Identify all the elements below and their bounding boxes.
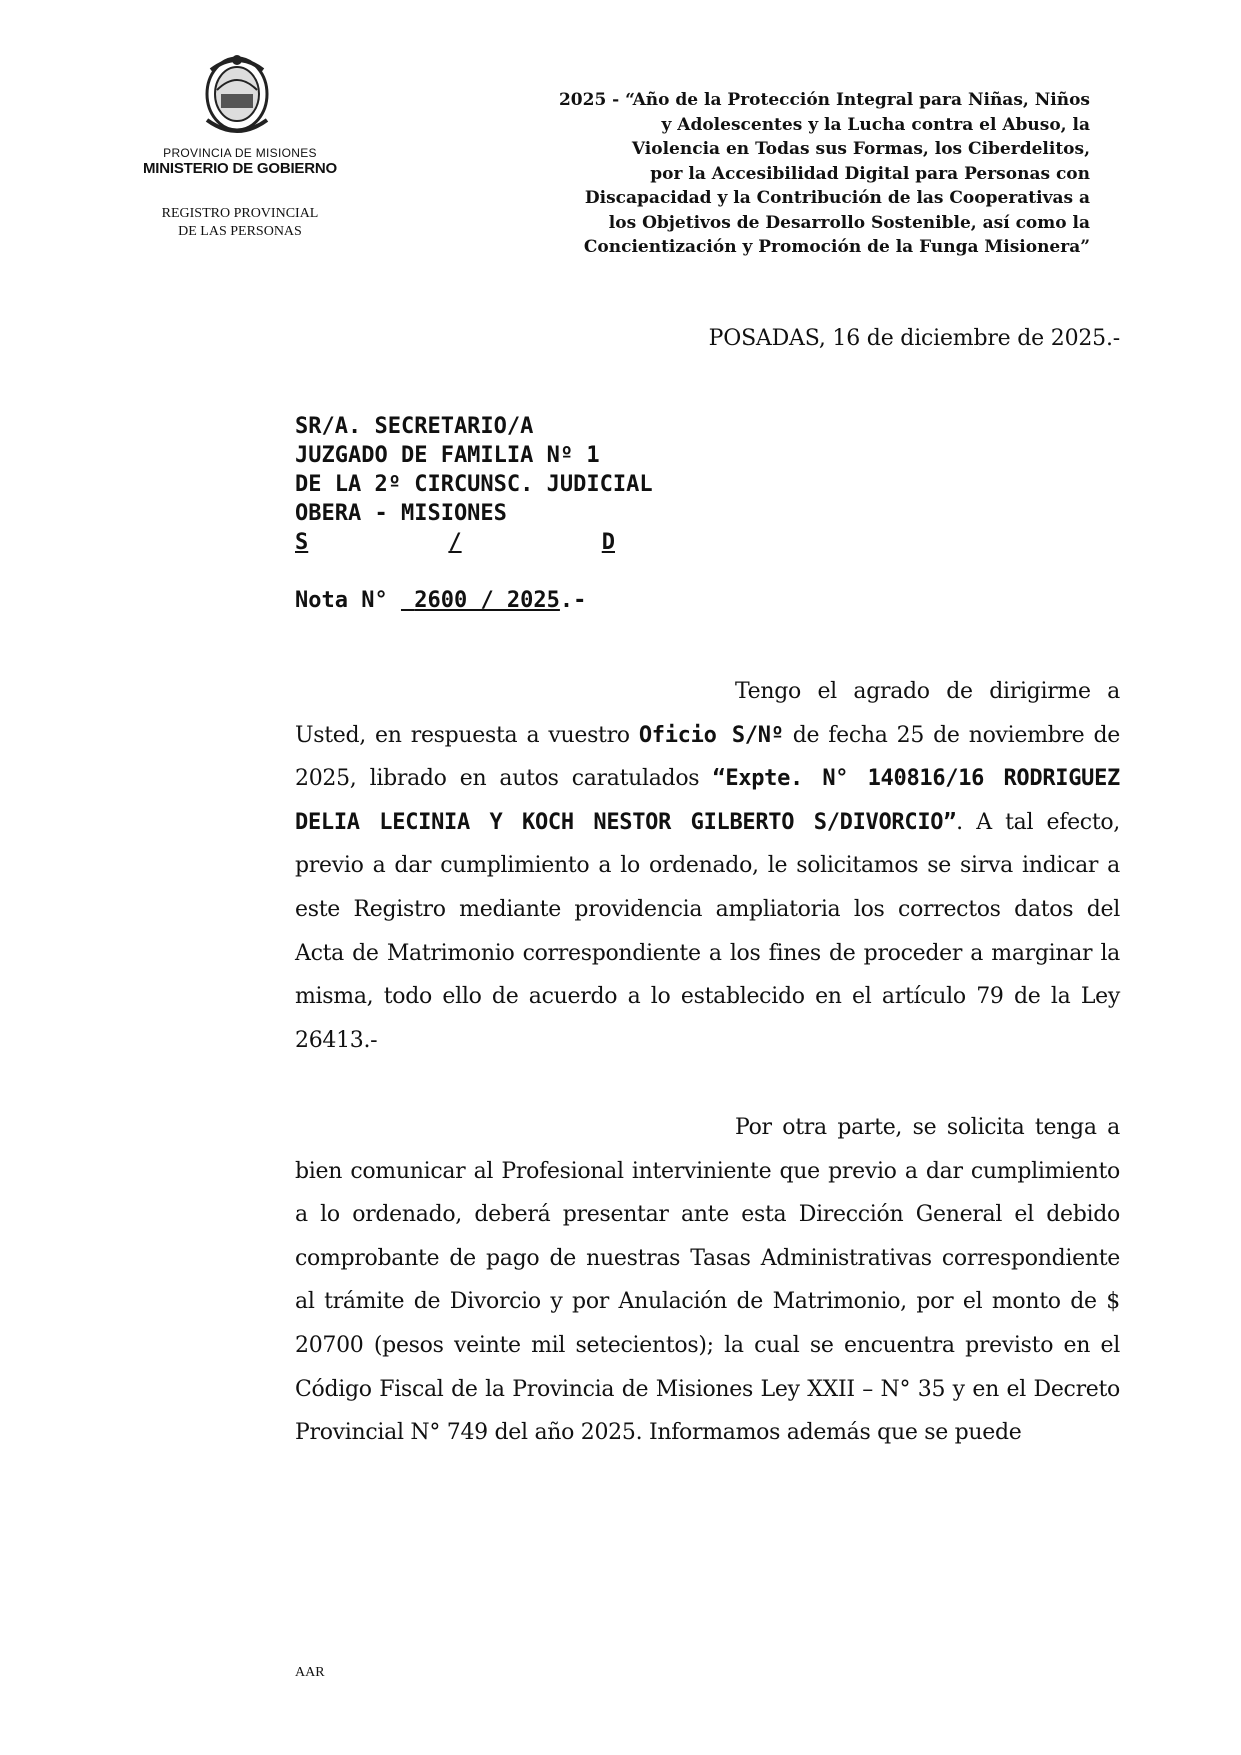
ministry-name: MINISTERIO DE GOBIERNO xyxy=(143,160,337,177)
province-seal-icon xyxy=(197,50,277,142)
sd-d: D xyxy=(601,530,615,555)
note-suffix: .- xyxy=(559,588,587,613)
motto-line: Discapacidad y la Contribución de las Cooperativas a xyxy=(584,188,1090,208)
author-initials: AAR xyxy=(295,1665,325,1680)
note-label: Nota N° xyxy=(295,588,388,613)
su-despacho xyxy=(295,528,615,557)
date-line: POSADAS, 16 de diciembre de 2025.- xyxy=(708,326,1120,351)
motto-line: Violencia en Todas sus Formas, los Ciberdelitos, xyxy=(631,139,1090,159)
registry-name xyxy=(120,205,360,241)
motto-line: Concientización y Promoción de la Funga Misionera” xyxy=(583,237,1090,257)
oficio-ref: Oficio S/Nº xyxy=(638,722,784,748)
note-number xyxy=(295,588,586,613)
motto-line: por la Accesibilidad Digital para Personas con xyxy=(650,163,1090,184)
sd-slash: / xyxy=(448,530,462,555)
addressee-line: JUZGADO DE FAMILIA Nº 1 xyxy=(295,443,600,468)
addressee-block xyxy=(295,412,653,557)
body-paragraph-1: Tengo el agrado de dirigirme a Usted, en respuesta a vuestro Oficio S/Nº de fecha 25 de noviembre de 2025, librado en autos caratulados “Expte. N° 140816/16 RODRIGUEZ DELIA LECINIA Y KOCH NESTOR GILBERTO S/DIVORCIO”. A tal efecto, previo a dar cumplimiento a lo ordenado, le solicitamos se sirva indicar a este Registro mediante providencia ampliatoria los correctos datos del Acta de Matrimonio correspondiente a los fines de proceder a marginar la misma, todo ello de acuerdo a lo establecido en el artículo 79 de la Ley 26413.- xyxy=(295,679,1121,1053)
registry-line-1: REGISTRO PROVINCIAL xyxy=(161,206,319,221)
addressee-line: SR/A. SECRETARIO/A xyxy=(295,414,534,439)
addressee-line: OBERA - MISIONES xyxy=(295,501,507,526)
addressee-line: DE LA 2º CIRCUNSC. JUDICIAL xyxy=(295,472,653,497)
case-title: “Expte. N° 140816/16 RODRIGUEZ DELIA LECINIA Y KOCH NESTOR GILBERTO S/DIVORCIO” xyxy=(295,766,1120,835)
ministry-province-label: PROVINCIA DE MISIONES xyxy=(163,146,317,160)
registry-line-2: DE LAS PERSONAS xyxy=(178,224,302,239)
note-value: 2600 / 2025 xyxy=(414,588,560,613)
motto-line: 2025 - “Año de la Protección Integral para Niñas, Niños xyxy=(558,90,1090,110)
sd-s: S xyxy=(295,530,309,555)
motto-line: y Adolescentes y la Lucha contra el Abuso, la xyxy=(661,114,1090,135)
body-paragraph-2: Por otra parte, se solicita tenga a bien comunicar al Profesional interviniente que previo a dar cumplimiento a lo ordenado, deberá presentar ante esta Dirección General el debido comprobante de pago de nuestras Tasas Administrativas correspondiente al trámite de Divorcio y por Anulación de Matrimonio, por el monto de $ 20700 (pesos veinte mil setecientos); la cual se encuentra previsto en el Código Fiscal de la Provincia de Misiones Ley XXII – N° 35 y en el Decreto Provincial N° 749 del año 2025. Informamos además que se puede xyxy=(295,1115,1120,1446)
year-motto xyxy=(470,88,1090,260)
motto-line: los Objetivos de Desarrollo Sostenible, así como la xyxy=(608,212,1090,233)
